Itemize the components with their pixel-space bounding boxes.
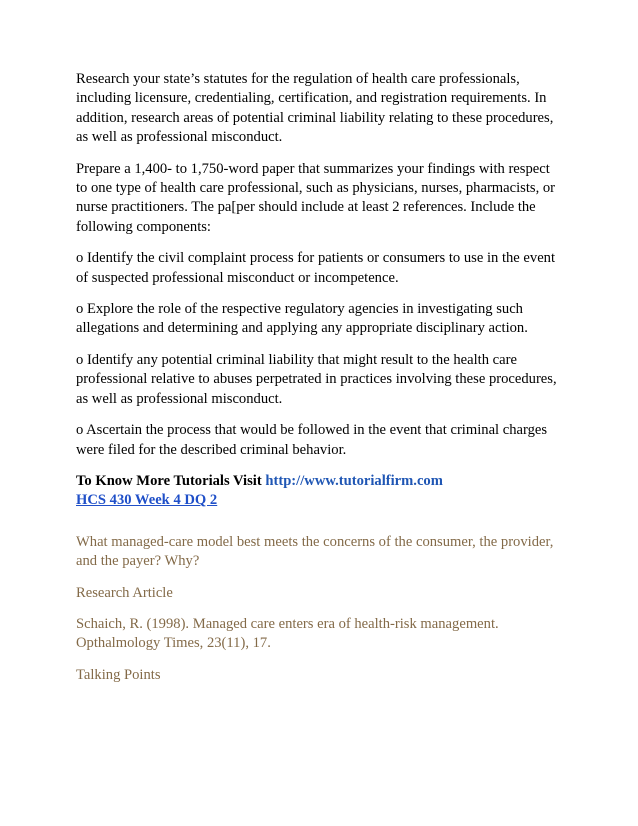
citation-paragraph: Schaich, R. (1998). Managed care enters era of health-risk management. Opthalmology Times, 23(11), 17.: [76, 615, 499, 652]
promo-link[interactable]: http://www.tutorialfirm.com: [265, 472, 443, 489]
document-page: [76, 70, 566, 685]
component-item: o Identify any potential criminal liability that might result to the health care professional relative to abuses perpetrated in practices involving these procedures, as well as professional misconduct.: [76, 351, 557, 407]
section-heading-link[interactable]: HCS 430 Week 4 DQ 2: [76, 492, 218, 509]
instructions-paragraph: Prepare a 1,400- to 1,750-word paper that summarizes your findings with respect to one type of health care professional, such as physicians, nurses, pharmacists, or nurse practitioners. The pa[per should include at least 2 references. Include the following components:: [76, 160, 556, 235]
research-article-label: Research Article: [76, 584, 173, 601]
component-item: o Identify the civil complaint process for patients or consumers to use in the event of suspected professional misconduct or incompetence.: [76, 250, 556, 286]
promo-text: To Know More Tutorials Visit: [76, 472, 266, 489]
component-item: o Ascertain the process that would be followed in the event that criminal charges were filed for the described criminal behavior.: [76, 422, 548, 458]
component-item: o Explore the role of the respective regulatory agencies in investigating such allegations and determining and applying any appropriate disciplinary action.: [76, 301, 528, 337]
question-paragraph: What managed-care model best meets the concerns of the consumer, the provider, and the payer? Why?: [76, 533, 554, 570]
talking-points-label: Talking Points: [76, 666, 161, 683]
promo-line: [76, 472, 566, 491]
intro-paragraph: Research your state’s statutes for the regulation of health care professionals, including licensure, credentialing, certification, and registration requirements. In addition, research areas of potential criminal liability relating to these procedures, as well as professional misconduct.: [76, 71, 554, 146]
